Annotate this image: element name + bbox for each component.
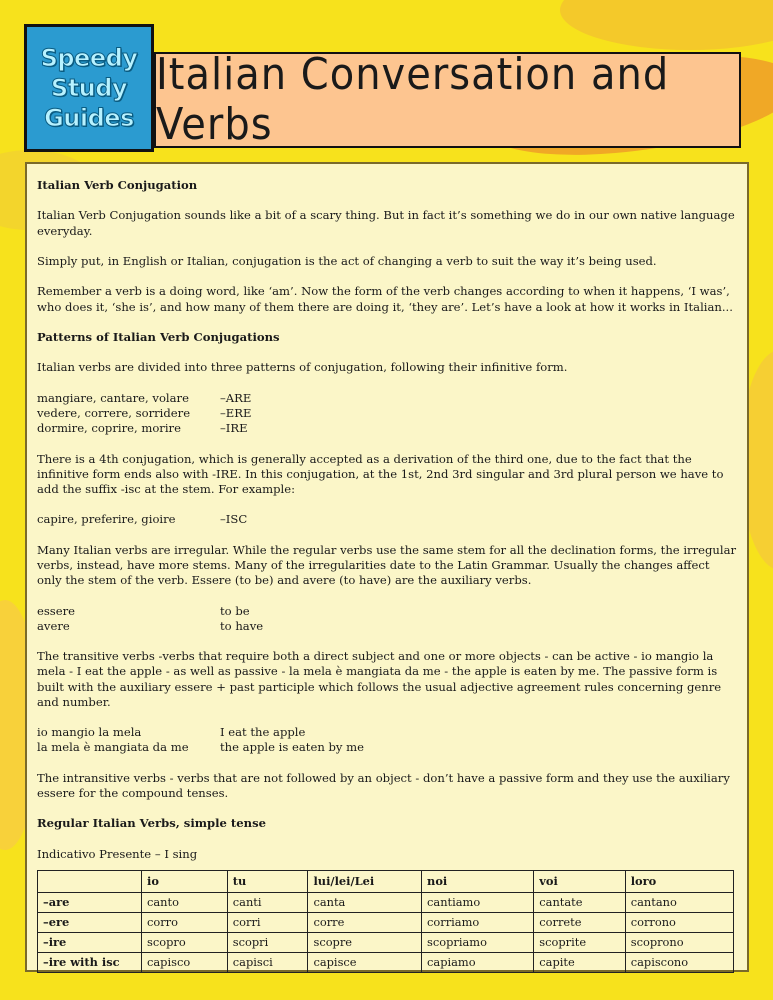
paragraph: The transitive verbs -verbs that require both a direct subject and one or more objects - can be active - io mangio la mela - I eat the apple - as well as passive - la mela è mangiata da me - the apple is eaten by me. The passive form is built with the auxiliary essere + past participle which follows the usual adjective agreement rules concerning genre and number. [37,649,722,709]
table-cell: capisce [308,952,422,972]
italian-verb: avere [37,618,70,633]
table-row [38,932,734,952]
table-row-header: –ire with isc [38,952,142,972]
italian-sentence: la mela è mangiata da me [37,740,189,755]
example-row [37,740,737,755]
table-row-header: –ire [38,932,142,952]
speedy-study-guides-logo [24,24,154,152]
table-cell: corri [227,912,308,932]
table-cell: corre [308,912,422,932]
italian-verb: essere [37,603,76,618]
logo-line-1: Speedy [40,44,138,72]
table-row [38,892,734,912]
english-translation: the apple is eaten by me [220,740,364,755]
pattern-ending: –ISC [220,512,248,527]
table-cell: capiamo [422,952,534,972]
table-header-cell: loro [625,870,733,892]
table-cell: capisci [227,952,308,972]
table-cell: capiscono [625,952,733,972]
section-heading: Italian Verb Conjugation [37,178,198,192]
table-cell: scoprite [534,932,625,952]
auxiliary-row [37,619,737,634]
paragraph: Remember a verb is a doing word, like ‘am’. Now the form of the verb changes according to when it happens, ‘I was’, who does it, ‘she is’, and how many of them there are doing it, ‘they are’. Let’s have a look at how it works in Italian... [37,284,733,314]
example-sentences [37,725,737,755]
logo-line-2: Study [50,74,128,102]
example-row [37,725,737,740]
table-cell: corro [142,912,228,932]
pattern-verbs: vedere, correre, sorridere [37,405,191,420]
paragraph: Simply put, in English or Italian, conjugation is the act of changing a verb to suit the way it’s being used. [37,253,657,268]
pattern-verbs: dormire, coprire, morire [37,421,181,436]
paragraph: Italian Verb Conjugation sounds like a bit of a scary thing. But in fact it’s something we do in our own native language everyday. [37,208,735,238]
table-cell: scopri [227,932,308,952]
table-cell: scopre [308,932,422,952]
conjugation-patterns-list [37,391,737,437]
content-body [37,178,737,973]
table-row-header: –are [38,892,142,912]
pattern-ending: –IRE [220,421,248,436]
english-translation: I eat the apple [220,725,306,740]
table-header-cell: voi [534,870,625,892]
auxiliary-row [37,604,737,619]
table-header-cell: noi [422,870,534,892]
table-row [38,912,734,932]
table-row [38,952,734,972]
table-cell: capite [534,952,625,972]
pattern-row [37,391,737,406]
background-swirl [560,0,773,50]
logo-line-3: Guides [44,104,134,132]
table-cell: cantate [534,892,625,912]
table-cell: canti [227,892,308,912]
table-cell: capisco [142,952,228,972]
table-row-header: –ere [38,912,142,932]
title-banner [154,52,741,148]
pattern-row [37,421,737,436]
table-cell: canto [142,892,228,912]
table-caption: Indicativo Presente – I sing [37,846,198,861]
pattern-row [37,406,737,421]
isc-example [37,512,737,527]
paragraph: Italian verbs are divided into three patterns of conjugation, following their infinitive form. [37,360,568,375]
table-cell: correte [534,912,625,932]
conjugation-table [37,870,734,973]
section-heading: Patterns of Italian Verb Conjugations [37,329,280,344]
paragraph: The intransitive verbs - verbs that are not followed by an object - don’t have a passive form and they use the auxiliary essere for the compound tenses. [37,770,730,800]
table-header-cell: io [142,870,228,892]
pattern-ending: –ARE [220,390,252,405]
section-heading: Regular Italian Verbs, simple tense [37,816,266,831]
english-translation: to have [220,618,264,633]
table-header-cell: tu [227,870,308,892]
table-cell: scopro [142,932,228,952]
table-cell: corriamo [422,912,534,932]
content-panel [25,162,749,972]
table-cell: scopriamo [422,932,534,952]
pattern-row [37,512,737,527]
pattern-verbs: capire, preferire, gioire [37,512,176,527]
paragraph: There is a 4th conjugation, which is generally accepted as a derivation of the third one, due to the fact that the infinitive form ends also with -IRE. In this conjugation, at the 1st, 2nd 3rd singular and 3rd plural person we have to add the suffix -isc at the stem. For example: [37,451,724,496]
page-title: Italian Conversation and Verbs [156,50,670,150]
table-cell: corrono [625,912,733,932]
pattern-verbs: mangiare, cantare, volare [37,390,189,405]
table-cell: cantiamo [422,892,534,912]
table-cell: cantano [625,892,733,912]
table-header-cell: lui/lei/Lei [308,870,422,892]
table-cell: scoprono [625,932,733,952]
paragraph: Many Italian verbs are irregular. While the regular verbs use the same stem for all the declination forms, the irregular verbs, instead, have more stems. Many of the irregularities date to the Latin Grammar. Usually the changes affect only the stem of the verb. Essere (to be) and avere (to have) are the auxiliary verbs. [37,542,737,588]
pattern-ending: –ERE [220,405,252,420]
italian-sentence: io mangio la mela [37,725,142,740]
table-cell: canta [308,892,422,912]
english-translation: to be [220,603,250,618]
table-header-row [38,870,734,892]
table-header-cell [38,870,142,892]
auxiliary-verbs-list [37,604,737,634]
